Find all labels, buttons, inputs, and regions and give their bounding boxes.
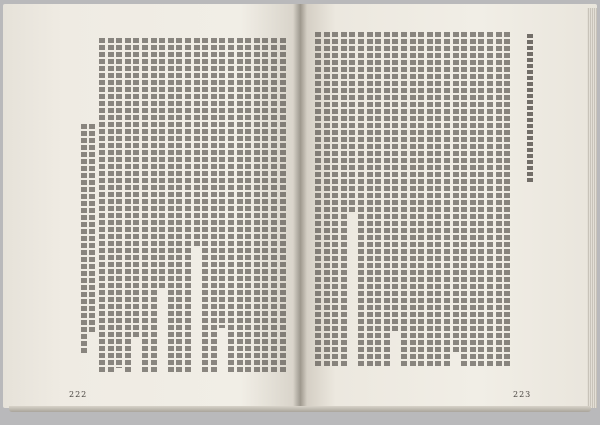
right-page-text-column [401,32,407,368]
left-page-text-column [271,38,277,374]
left-page-text-column [176,38,182,374]
left-page-text-column [280,38,286,374]
left-page-text-column [202,38,208,374]
right-page-text-column [358,32,364,368]
right-page-text-column [341,32,347,368]
right-page-text-column [435,32,441,368]
left-page-note-text-column [81,124,87,354]
right-page-number: 223 [513,390,532,399]
right-page-text-column [487,32,493,368]
right-page-text-column [315,32,321,368]
left-page-text-column [228,38,234,374]
right-page-text-column [496,32,502,368]
left-page-text-column [151,38,157,374]
right-page-text-column [332,32,338,368]
right-page-text-column [384,32,390,368]
right-page-text-column [324,32,330,368]
left-page-text-column [168,38,174,374]
right-page-text-column [478,32,484,368]
left-page-number: 222 [69,390,88,399]
right-page-text-column [349,32,355,212]
open-book [3,4,597,414]
left-page-text-column [159,38,165,288]
right-page-heading-column [527,34,533,184]
text-columns [3,4,597,408]
left-page-text-column [237,38,243,374]
left-page-note-text-column [89,124,95,334]
left-page-text-column [245,38,251,374]
right-page-text-column [367,32,373,368]
right-page-text-column [470,32,476,368]
left-page-text-column [185,38,191,374]
left-page-text-column [194,38,200,248]
left-page-text-column [219,38,225,328]
right-page-text-column [410,32,416,368]
right-page-text-column [453,32,459,352]
left-page-text-column [99,38,105,374]
right-page-text-column [427,32,433,368]
left-page-text-column [211,38,217,374]
left-page-text-column [116,38,122,368]
left-page-text-column [133,38,139,338]
right-page-text-column [375,32,381,368]
right-page-text-column [461,32,467,368]
right-page-text-column [418,32,424,368]
right-page-text-column [444,32,450,368]
right-page-text-column [392,32,398,332]
right-page-text-column [504,32,510,368]
left-page-text-column [108,38,114,374]
left-page-text-column [142,38,148,374]
left-page-text-column [254,38,260,374]
left-page-text-column [125,38,131,374]
left-page-text-column [262,38,268,374]
